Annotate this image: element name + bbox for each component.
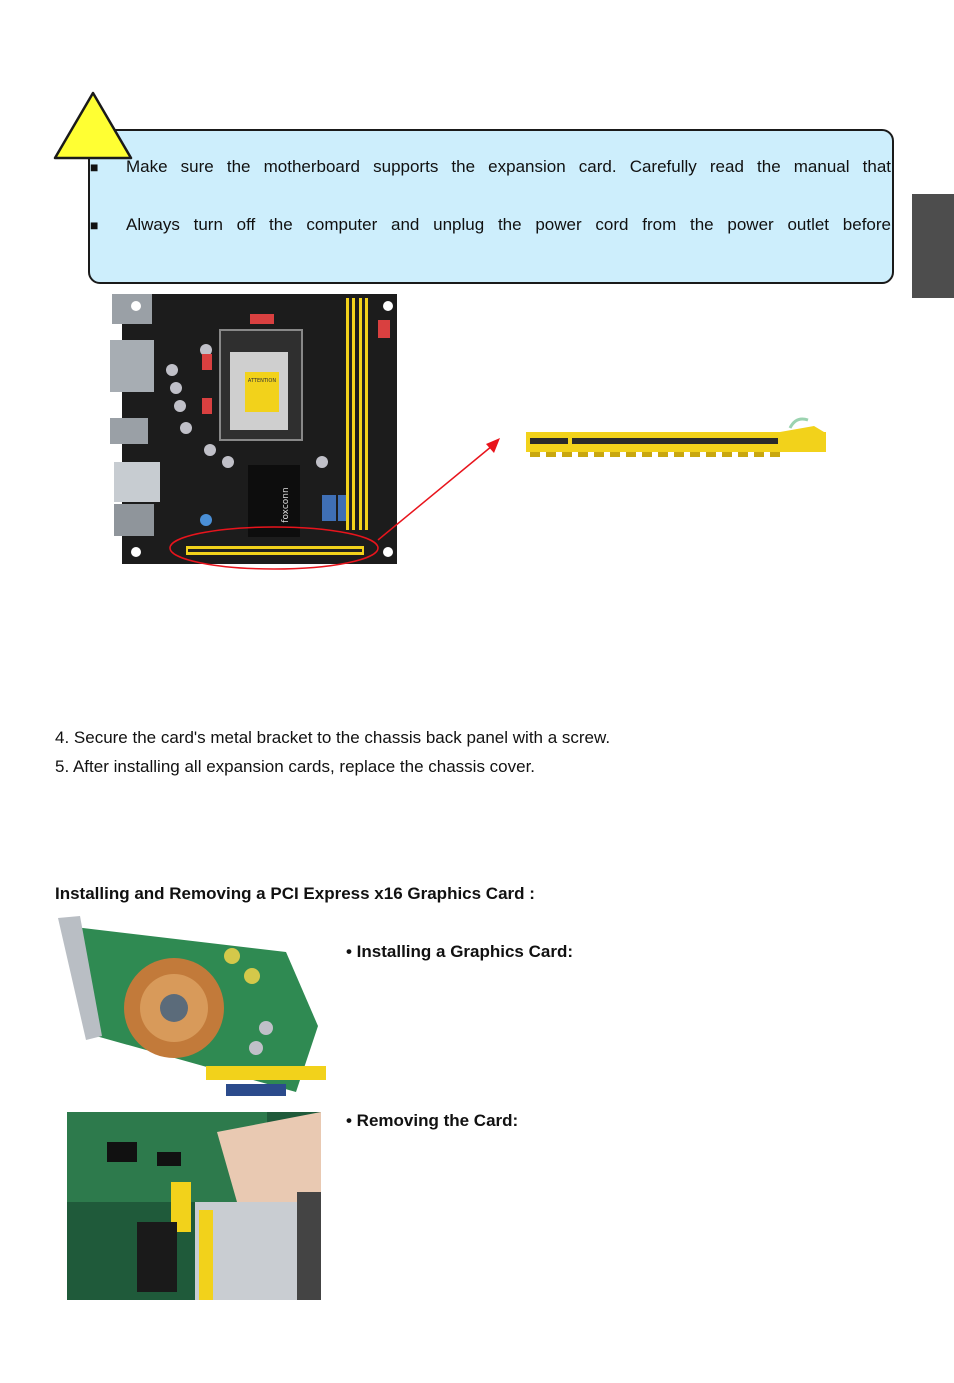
brand-logo-text: foxconn [281,487,291,523]
step-4-text: 4. Secure the card's metal bracket to the chassis back panel with a screw. [55,728,611,747]
install-heading: • Installing a Graphics Card: [346,942,574,961]
bullet-square-icon: ■ [90,159,99,175]
chip-label: ATTENTION [247,378,277,384]
step-5-text: 5. After installing all expansion cards, replace the chassis cover. [55,757,536,776]
pcie-slot-callout [0,0,954,600]
caution-item-text: Make sure the motherboard supports the expansion card. Carefully read the manual that [126,157,891,176]
remove-heading: • Removing the Card: [346,1111,519,1130]
callout-arrowhead-icon [486,438,500,453]
pcie-slot-closeup-image [524,414,830,460]
section-title: Installing and Removing a PCI Express x16 Graphics Card : [55,884,535,903]
bullet-square-icon: ■ [90,217,99,233]
callout-arrow-line [378,446,492,540]
slot-highlight-ellipse [170,527,378,569]
removing-card-image [67,1112,321,1300]
caution-item-text: Always turn off the computer and unplug the power cord from the power outlet before [126,215,891,234]
graphics-card-image [56,916,326,1104]
